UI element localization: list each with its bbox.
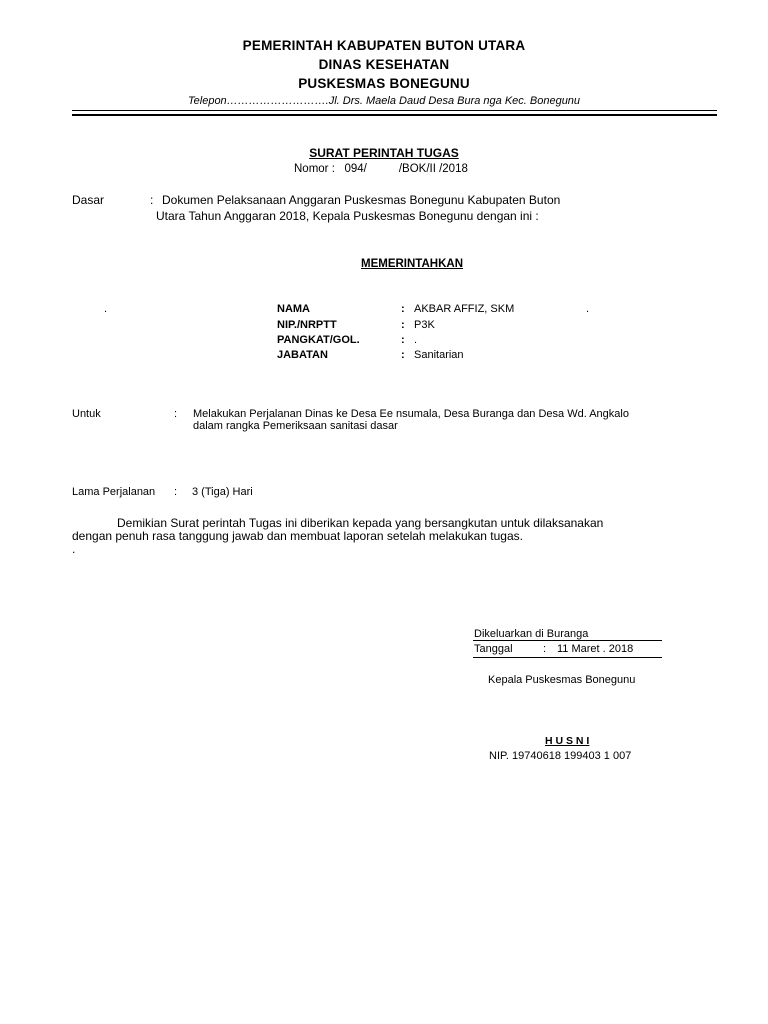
signature-date-colon: : [543, 643, 547, 655]
dasar-text-line2: Utara Tahun Anggaran 2018, Kepala Puskesmas Bonegunu dengan ini : [156, 209, 539, 223]
lama-colon: : [174, 486, 178, 498]
kepada-colon-nama: : [401, 303, 405, 315]
kepada-label-jabatan: JABATAN [277, 349, 328, 361]
lama-label: Lama Perjalanan [72, 486, 156, 498]
kepada-value-nip: P3K [414, 319, 435, 331]
nomor-value: 094/ /BOK/II /2018 [344, 163, 468, 175]
document-title: SURAT PERINTAH TUGAS [309, 146, 459, 160]
dasar-text-line1: Dokumen Pelaksanaan Anggaran Puskesmas Bonegunu Kabupaten Buton [162, 193, 561, 207]
letterhead-rule-thin [72, 110, 717, 111]
closing-line1: Demikian Surat perintah Tugas ini diberikan kepada yang bersangkutan untuk dilaksanakan [117, 516, 604, 530]
signature-name: H U S N I [545, 735, 590, 747]
memerintahkan-heading: MEMERINTAHKAN [361, 258, 464, 270]
signature-issued: Dikeluarkan di Buranga [474, 628, 589, 640]
signature-position: Kepala Puskesmas Bonegunu [488, 674, 636, 686]
closing-line2: dengan penuh rasa tanggung jawab dan membuat laporan setelah melakukan tugas. [72, 529, 523, 543]
kepada-label-pangkat: PANGKAT/GOL. [277, 334, 360, 346]
letterhead-rule-thick [72, 114, 717, 116]
kepada-label-nip: NIP./NRPTT [277, 319, 337, 331]
signature-date-label: Tanggal [474, 643, 513, 655]
kepada-value-pangkat: . [414, 334, 418, 346]
letterhead-department: DINAS KESEHATAN [318, 57, 450, 72]
dasar-colon: : [150, 193, 154, 207]
kepada-label-nama: NAMA [277, 303, 310, 315]
letterhead-office: PUSKESMAS BONEGUNU [298, 76, 470, 91]
letterhead-agency: PEMERINTAH KABUPATEN BUTON UTARA [242, 38, 526, 53]
document-number [294, 163, 468, 175]
untuk-line2: dalam rangka Pemeriksaan sanitasi dasar [193, 420, 398, 432]
dasar-label: Dasar [72, 193, 105, 207]
signature-rule-top [473, 640, 662, 641]
kepada-colon-nip: : [401, 319, 405, 331]
signature-nip: NIP. 19740618 199403 1 007 [489, 750, 632, 762]
kepada-dot-right: . [586, 303, 590, 315]
untuk-colon: : [174, 408, 178, 420]
signature-rule-bottom [473, 657, 662, 658]
letterhead-address: Telepon……………………….Jl. Drs. Maela Daud Desa Bura nga Kec. Bonegunu [187, 95, 581, 107]
kepada-value-jabatan: Sanitarian [414, 349, 464, 361]
untuk-label: Untuk [72, 408, 101, 420]
kepada-dot-left: . [104, 303, 108, 315]
kepada-colon-jabatan: : [401, 349, 405, 361]
kepada-value-nama: AKBAR AFFIZ, SKM [414, 303, 515, 315]
untuk-line1: Melakukan Perjalanan Dinas ke Desa Ee nsumala, Desa Buranga dan Desa Wd. Angkalo [193, 408, 629, 420]
closing-line3: . [72, 542, 76, 556]
signature-date-value: 11 Maret . 2018 [557, 643, 634, 655]
kepada-colon-pangkat: : [401, 334, 405, 346]
nomor-label: Nomor : [294, 163, 335, 175]
lama-value: 3 (Tiga) Hari [192, 486, 253, 498]
